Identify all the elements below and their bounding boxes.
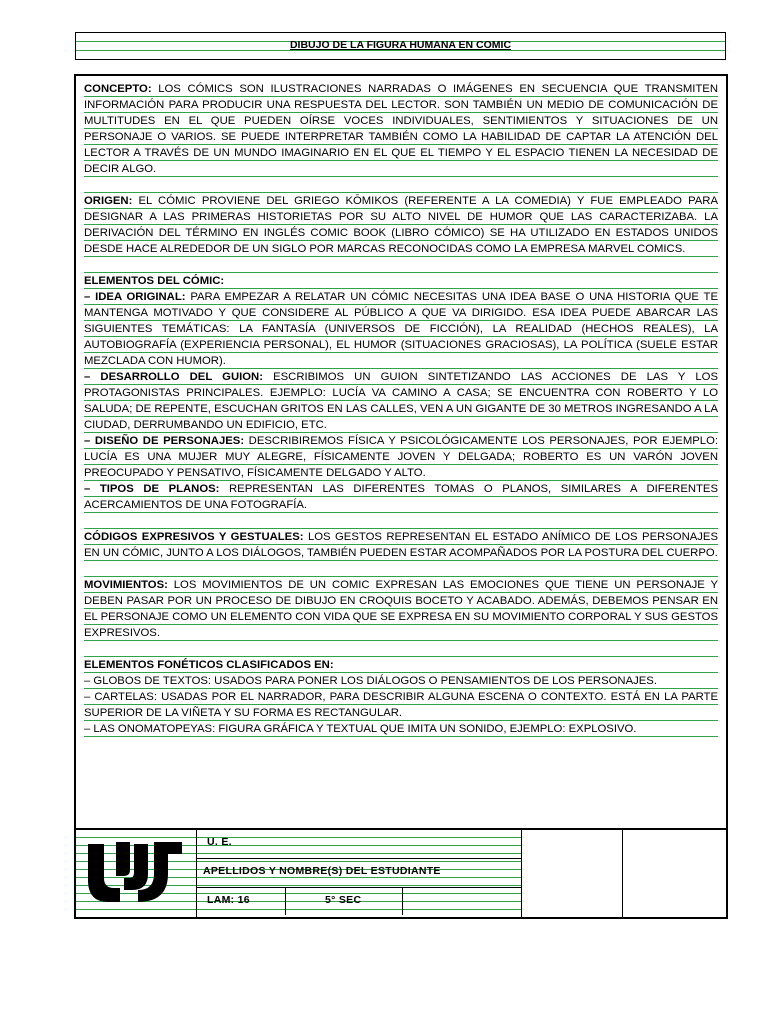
lam-label: LAM: 16 — [207, 894, 250, 906]
grade-box — [522, 830, 623, 917]
movimientos-text: LOS MOVIMIENTOS DE UN COMIC EXPRESAN LAS EMOCIONES QUE TIENE UN PERSONAJE Y DEBEN PASAR POR UN PROCESO DE DIBUJO EN CROQUIS BOCETO Y ACABADO. ADEMÁS, DEBEMOS PENSAR EN EL PERSONAJE COMO UN ELEMENTO CON VIDA QUE SE EXPRESA EN SU MOVIMIENTO CORPORAL Y SUS GESTOS EXPRESIVOS. — [84, 579, 718, 639]
origen-label: ORIGEN: — [84, 195, 133, 207]
movimientos-label: MOVIMIENTOS: — [84, 579, 168, 591]
worksheet — [74, 74, 728, 919]
signature-box — [623, 830, 726, 917]
title-box — [75, 32, 726, 60]
lam-row — [197, 888, 521, 915]
elemento-item: – DESARROLLO DEL GUION: ESCRIBIMOS UN GUION SINTETIZANDO LAS ACCIONES DE LAS Y LOS PROTAGONISTAS PRINCIPALES. EJEMPLO: LUCÍA VA CAMINO A CASA; SE ENCUENTRA CON ROBERTO Y LO SALUDA; DE REPENTE, ESCUCHAN GRITOS EN LAS CALLES, VEN A UN GIGANTE DE 30 METROS INGRESANDO A LA CIUDAD, DERRUMBANDO UN EDIFICIO, ETC. — [84, 371, 718, 431]
sec-label: 5° SEC — [325, 894, 362, 906]
fonetico-item: – CARTELAS: USADAS POR EL NARRADOR, PARA DESCRIBIR ALGUNA ESCENA O CONTEXTO. ESTÁ EN LA PARTE SUPERIOR DE LA VIÑETA Y SU FORMA ES RECTANGULAR. — [84, 691, 718, 719]
concepto-label: CONCEPTO: — [84, 83, 152, 95]
elementos-heading: ELEMENTOS DEL CÓMIC: — [84, 275, 225, 287]
origen-paragraph — [84, 193, 718, 257]
student-fields — [197, 830, 522, 917]
concepto-paragraph — [84, 81, 718, 177]
fonetico-item: – GLOBOS DE TEXTOS: USADOS PARA PONER LOS DIÁLOGOS O PENSAMIENTOS DE LOS PERSONAJES. — [84, 675, 657, 687]
elemento-item: – TIPOS DE PLANOS: REPRESENTAN LAS DIFERENTES TOMAS O PLANOS, SIMILARES A DIFERENTES ACERCAMIENTOS DE UNA FOTOGRAFÍA. — [84, 483, 719, 511]
codigos-label: CÓDIGOS EXPRESIVOS Y GESTUALES: — [84, 531, 304, 543]
codigos-paragraph — [84, 529, 718, 561]
elemento-item: – DISEÑO DE PERSONAJES: DESCRIBIREMOS FÍSICA Y PSICOLÓGICAMENTE LOS PERSONAJES, POR EJEMPLO: LUCÍA ES UNA MUJER MUY ALEGRE, FÍSICAMENTE JOVEN Y DELGADA; ROBERTO ES UN VARÓN JOVEN PREOCUPADO Y PENSATIVO, FÍSICAMENTE DELGADO Y ALTO. — [84, 435, 718, 479]
foneticos-heading: ELEMENTOS FONÉTICOS CLASIFICADOS EN: — [84, 659, 334, 671]
ue-label: U. E. — [207, 836, 232, 848]
movimientos-paragraph — [84, 577, 718, 641]
school-logo-icon — [82, 838, 188, 906]
content-area — [84, 81, 718, 737]
codigos-text: LOS GESTOS REPRESENTAN EL ESTADO ANÍMICO DE LOS PERSONAJES EN UN CÓMIC, JUNTO A LOS DIÁLOGOS, TAMBIÉN PUEDEN ESTAR ACOMPAÑADOS POR LA POSTURA DEL CUERPO. — [84, 531, 718, 559]
student-name-label: APELLIDOS Y NOMBRE(S) DEL ESTUDIANTE — [203, 865, 441, 877]
concepto-text: LOS CÓMICS SON ILUSTRACIONES NARRADAS O IMÁGENES EN SECUENCIA QUE TRANSMITEN INFORMACIÓN PARA PRODUCIR UNA RESPUESTA DEL LECTOR. SON TAMBIÉN UN MEDIO DE COMUNICACIÓN DE MULTITUDES EN EL QUE PUEDEN OÍRSE VOCES INDIVIDUALES, SENTIMIENTOS Y SITUACIONES DE UN PERSONAJE O VARIOS. SE PUEDE INTERPRETAR TAMBIÉN COMO LA HABILIDAD DE CAPTAR LA ATENCIÓN DEL LECTOR A TRAVÉS DE UN MUNDO IMAGINARIO EN EL QUE EL TIEMPO Y EL ESPACIO TIENEN LA NECESIDAD DE DECIR ALGO. — [84, 83, 718, 175]
ue-row — [197, 830, 521, 859]
fonetico-item: – LAS ONOMATOPEYAS: FIGURA GRÁFICA Y TEXTUAL QUE IMITA UN SONIDO, EJEMPLO: EXPLOSIVO. — [84, 723, 637, 735]
logo-cell — [76, 830, 197, 917]
origen-text: EL CÓMIC PROVIENE DEL GRIEGO KŌMIKOS (REFERENTE A LA COMEDIA) Y FUE EMPLEADO PARA DESIGNAR A LAS PRIMERAS HISTORIETAS POR SU ALTO NIVEL DE HUMOR QUE LAS CARACTERIZABA. LA DERIVACIÓN DEL TÉRMINO EN INGLÉS COMIC BOOK (LIBRO CÓMICO) SE HA UTILIZADO EN ESTADOS UNIDOS DESDE HACE ALREDEDOR DE UN SIGLO POR MARCAS RECONOCIDAS COMO LA EMPRESA MARVEL COMICS. — [84, 195, 718, 255]
elemento-item: – IDEA ORIGINAL: PARA EMPEZAR A RELATAR UN CÓMIC NECESITAS UNA IDEA BASE O UNA HISTORIA QUE TE MANTENGA MOTIVADO Y QUE CONSIDERE AL PÚBLICO A QUE VA DIRIGIDO. ESA IDEA PUEDE ABARCAR LAS SIGUIENTES TEMÁTICAS: LA FANTASÍA (UNIVERSOS DE FICCIÓN), LA REALIDAD (HECHOS REALES), LA AUTOBIOGRAFÍA (EXPERIENCIA PERSONAL), EL HUMOR (SITUACIONES GRACIOSAS), LA POLÍTICA (SUELE ESTAR MEZCLADA CON HUMOR). — [84, 291, 718, 367]
document-title: DIBUJO DE LA FIGURA HUMANA EN COMIC — [289, 39, 512, 51]
footer-block — [76, 828, 726, 917]
student-row — [197, 859, 521, 888]
